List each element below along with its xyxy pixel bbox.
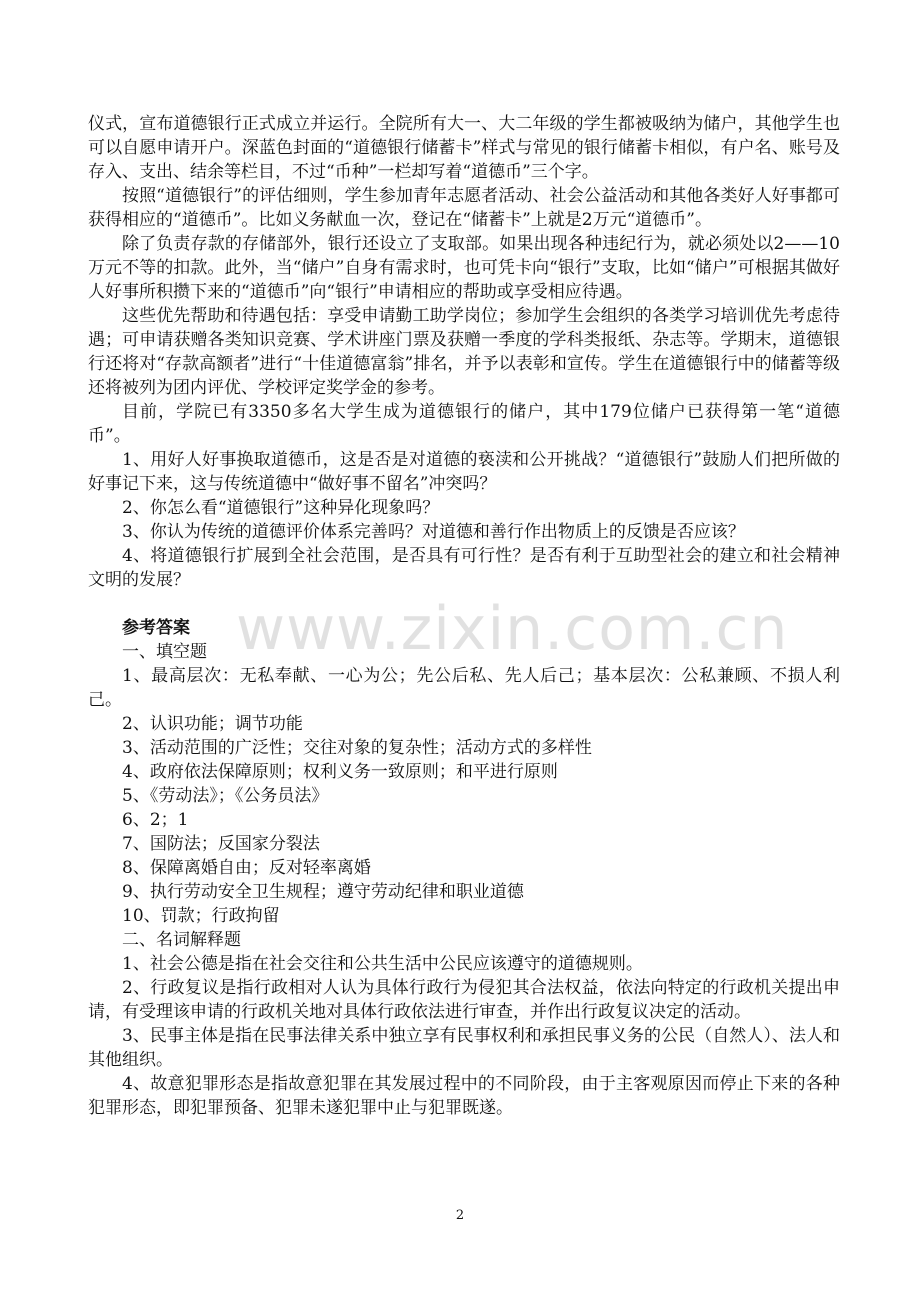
section-heading-terms: 二、名词解释题 (122, 930, 241, 950)
answer-item: 4、政府依法保障原则；权利义务一致原则；和平进行原则 (122, 762, 558, 782)
answer-item: 2、认识功能；调节功能 (122, 714, 303, 734)
paragraph: 仪式，宣布道德银行正式成立并运行。全院所有大一、大二年级的学生都被吸纳为储户，其他学生也可以自愿申请开户。深蓝色封面的“道德银行储蓄卡”样式与常见的银行储蓄卡相似，有户名、账号及存入、支出、结余等栏目，不过“币种”一栏却写着“道德币”三个字。 (88, 114, 840, 182)
question-3: 3、你认为传统的道德评价体系完善吗？对道德和善行作出物质上的反馈是否应该？ (122, 522, 745, 542)
answer-item: 7、国防法；反国家分裂法 (122, 834, 320, 854)
question-1: 1、用好人好事换取道德币，这是否是对道德的亵渎和公开挑战？“道德银行”鼓励人们把所做的好事记下来，这与传统道德中“做好事不留名”冲突吗？ (88, 450, 840, 494)
section-heading-fill-blank: 一、填空题 (122, 642, 207, 662)
watermark: www.zixin.com.cn (236, 594, 789, 664)
paragraph: 目前，学院已有3350多名大学生成为道德银行的储户，其中179位储户已获得第一笔“道德币”。 (88, 402, 840, 446)
answer-item: 1、最高层次：无私奉献、一心为公；先公后私、先人后己；基本层次：公私兼顾、不损人利己。 (88, 666, 840, 710)
answer-item: 1、社会公德是指在社会交往和公共生活中公民应该遵守的道德规则。 (122, 954, 643, 974)
answer-item: 2、行政复议是指行政相对人认为具体行政行为侵犯其合法权益，依法向特定的行政机关提出申请，有受理该申请的行政机关地对具体行政依法进行审查，并作出行政复议决定的活动。 (88, 978, 840, 1022)
paragraph: 按照“道德银行”的评估细则，学生参加青年志愿者活动、社会公益活动和其他各类好人好事都可获得相应的“道德币”。比如义务献血一次，登记在“储蓄卡”上就是2万元“道德币”。 (88, 186, 840, 230)
answer-item: 9、执行劳动安全卫生规程；遵守劳动纪律和职业道德 (122, 882, 524, 902)
paragraph: 除了负责存款的存储部外，银行还设立了支取部。如果出现各种违纪行为，就必须处以2——10万元不等的扣款。此外，当“储户”自身有需求时，也可凭卡向“银行”支取，比如“储户”可根据其做好人好事所积攒下来的“道德币”向“银行”申请相应的帮助或享受相应待遇。 (88, 234, 840, 302)
answer-item: 6、2；1 (122, 810, 189, 830)
answer-item: 5、《劳动法》；《公务员法》 (122, 786, 329, 806)
answer-item: 3、民事主体是指在民事法律关系中独立享有民事权利和承担民事义务的公民（自然人）、法人和其他组织。 (88, 1026, 840, 1070)
answer-item: 3、活动范围的广泛性；交往对象的复杂性；活动方式的多样性 (122, 738, 592, 758)
question-4: 4、将道德银行扩展到全社会范围，是否具有可行性？是否有利于互助型社会的建立和社会精神文明的发展？ (88, 546, 840, 590)
answer-item: 4、故意犯罪形态是指故意犯罪在其发展过程中的不同阶段，由于主客观原因而停止下来的各种犯罪形态，即犯罪预备、犯罪未遂犯罪中止与犯罪既遂。 (88, 1074, 840, 1118)
paragraph: 这些优先帮助和待遇包括：享受申请勤工助学岗位；参加学生会组织的各类学习培训优先考虑待遇；可申请获赠各类知识竞赛、学术讲座门票及获赠一季度的学科类报纸、杂志等。学期末，道德银行还将对“存款高额者”进行“十佳道德富翁”排名，并予以表彰和宣传。学生在道德银行中的储蓄等级还将被列为团内评优、学校评定奖学金的参考。 (88, 306, 840, 398)
answer-item: 8、保障离婚自由；反对轻率离婚 (122, 858, 371, 878)
question-2: 2、你怎么看“道德银行”这种异化现象吗？ (122, 498, 440, 518)
answer-item: 10、罚款；行政拘留 (122, 906, 280, 926)
page-number: 2 (455, 1208, 465, 1223)
answers-heading: 参考答案 (122, 618, 190, 638)
